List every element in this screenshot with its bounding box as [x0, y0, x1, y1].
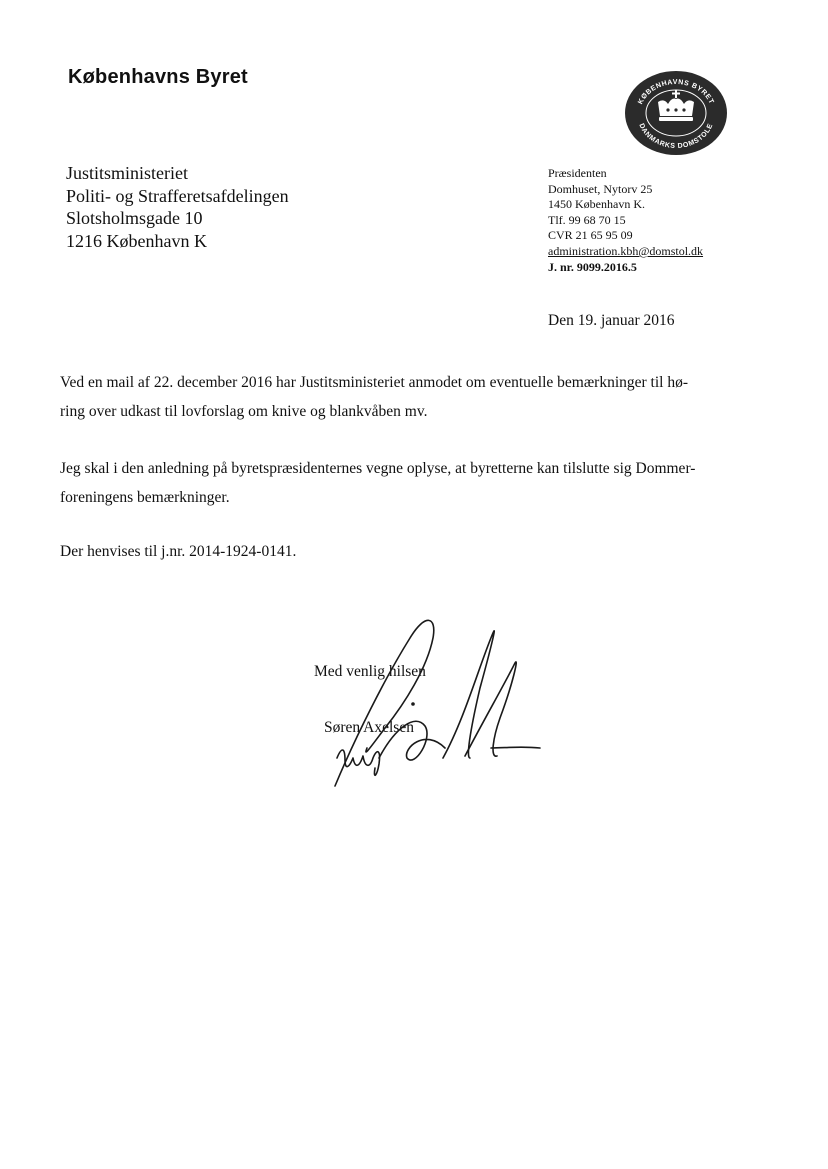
sender-address: Domhuset, Nytorv 25: [548, 181, 653, 196]
case-number: J. nr. 9099.2016.5: [548, 259, 637, 274]
body-paragraph-1: [60, 368, 720, 426]
closing-salutation: Med venlig hilsen: [314, 663, 426, 680]
court-seal: [624, 70, 728, 156]
recipient-line: Slotsholmsgade 10: [66, 208, 203, 228]
recipient-address-block: [66, 162, 289, 252]
paragraph-line: Jeg skal i den anledning på byretspræsidenternes vegne oplyse, at byretterne kan tilslutte sig Dommer-: [60, 460, 696, 477]
sender-cvr: CVR 21 65 95 09: [548, 228, 633, 243]
paragraph-line: foreningens bemærkninger.: [60, 489, 230, 506]
sender-info-block: [548, 166, 703, 275]
sender-phone: Tlf. 99 68 70 15: [548, 212, 626, 227]
recipient-line: 1216 København K: [66, 230, 207, 251]
paragraph-line: Der henvises til j.nr. 2014-1924-0141.: [60, 543, 297, 560]
sender-title: Præsidenten: [548, 166, 607, 180]
paragraph-line: Ved en mail af 22. december 2016 har Justitsministeriet anmodet om eventuelle bemærkninger til hø-: [60, 374, 689, 391]
recipient-line: Justitsministeriet: [66, 163, 189, 183]
seal-bottom-text: DANMARKS DOMSTOLE: [637, 122, 715, 151]
body-paragraph-2: [60, 454, 720, 512]
court-name-heading: Københavns Byret: [68, 66, 248, 88]
signer-name: Søren Axelsen: [324, 719, 414, 736]
handwritten-signature: [315, 608, 545, 798]
letter-date: Den 19. januar 2016: [548, 312, 675, 329]
body-paragraph-3: [60, 537, 720, 566]
sender-email-link[interactable]: administration.kbh@domstol.dk: [548, 243, 704, 258]
recipient-line: Politi- og Strafferetsafdelingen: [66, 185, 289, 206]
sender-postal: 1450 København K.: [548, 197, 645, 212]
paragraph-line: ring over udkast til lovforslag om knive og blankvåben mv.: [60, 403, 428, 420]
seal-top-text: KØBENHAVNS BYRET: [637, 78, 715, 106]
